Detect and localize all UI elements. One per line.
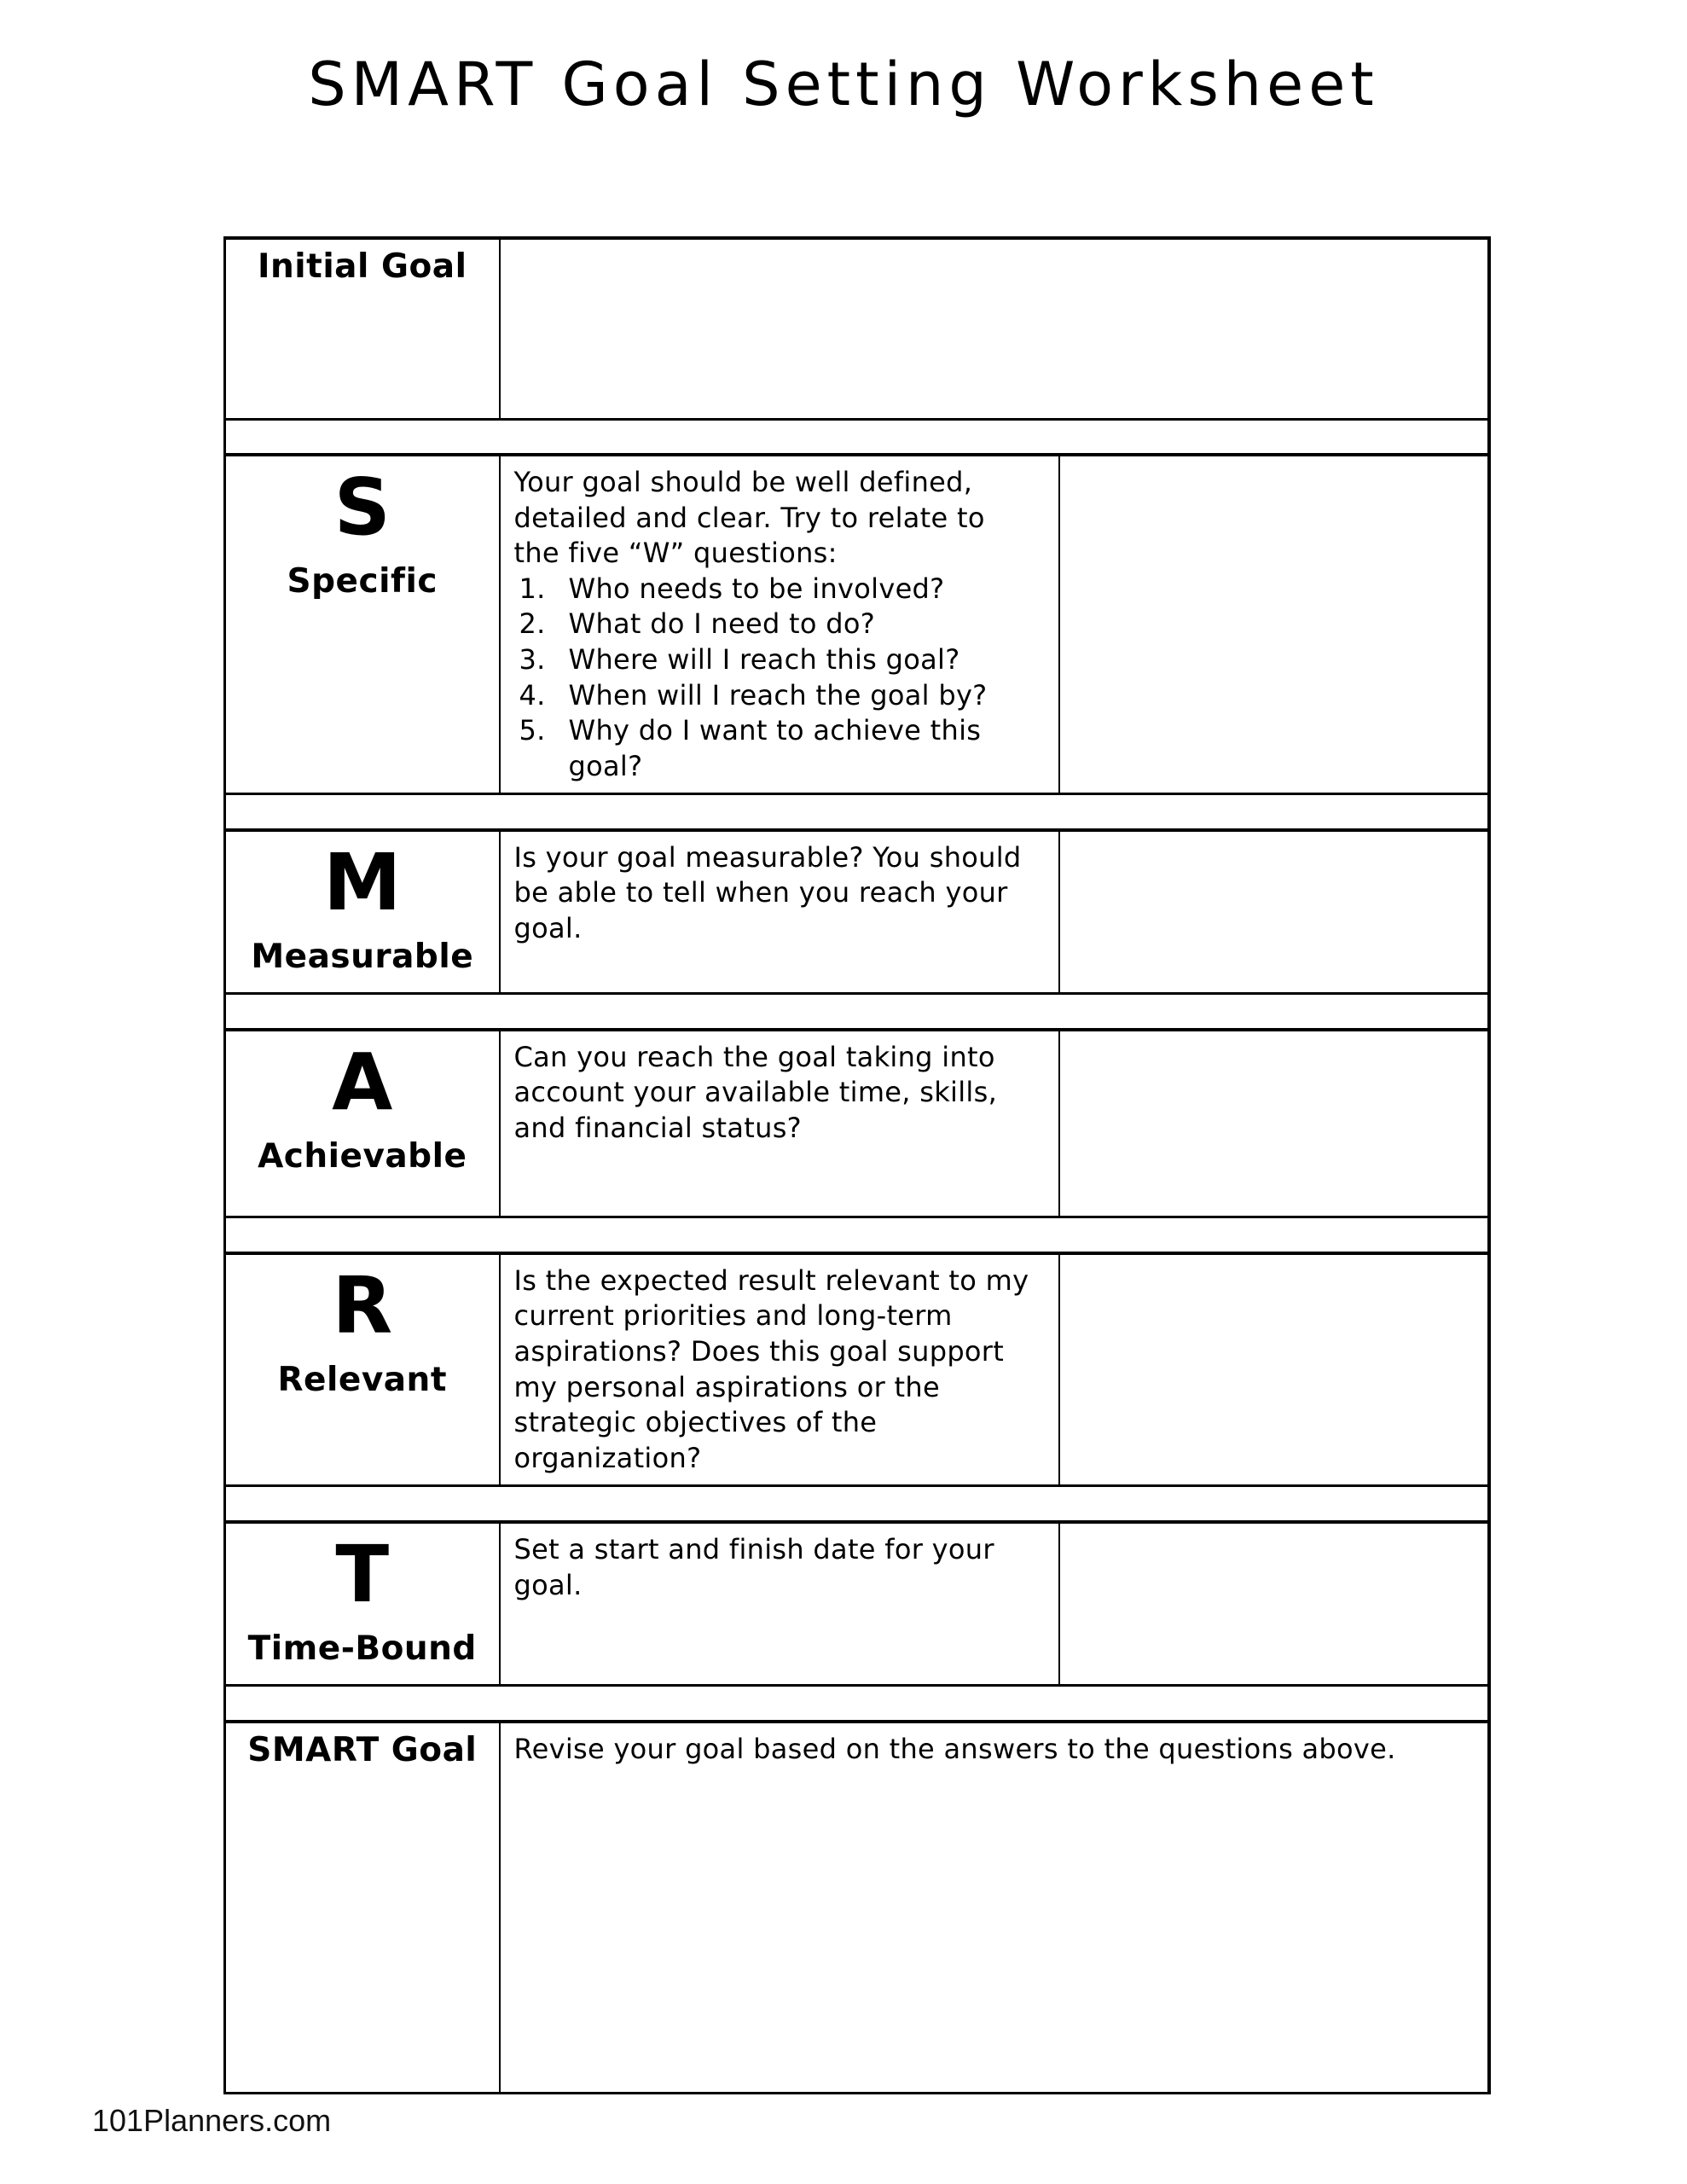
time-bound-label: Time-Bound: [247, 1629, 477, 1668]
spacer-row: [225, 1486, 1489, 1522]
achievable-label: Achievable: [258, 1136, 467, 1176]
time-bound-letter-cell: [225, 1522, 500, 1686]
relevant-label: Relevant: [277, 1360, 447, 1399]
question-item-2: [514, 607, 1040, 642]
smart-goal-instruction: Revise your goal based on the answers to the questions above.: [513, 1732, 1396, 1765]
specific-description-cell: [500, 455, 1059, 794]
achievable-description-cell: [500, 1030, 1059, 1217]
achievable-row: [225, 1030, 1489, 1217]
measurable-input-cell[interactable]: [1059, 830, 1489, 994]
initial-goal-row: [225, 238, 1489, 419]
question-text-1: Who needs to be involved?: [568, 572, 945, 605]
achievable-description: Can you reach the goal taking into account your available time, skills, and financial status?: [513, 1040, 998, 1145]
measurable-description-cell: [500, 830, 1059, 994]
question-text-5: Why do I want to achieve this goal?: [568, 714, 982, 782]
letter-a: A: [332, 1036, 393, 1128]
question-item-3: [514, 642, 1040, 678]
question-item-1: [514, 572, 1040, 607]
specific-letter-cell: [225, 455, 500, 794]
question-item-4: [514, 678, 1040, 714]
spacer-cell: [225, 1217, 1489, 1253]
smart-goal-table: [223, 236, 1491, 2094]
relevant-description: Is the expected result relevant to my current priorities and long-term aspirations? Does this goal support my personal aspirations or the strategic objectives of the organization?: [513, 1263, 1029, 1474]
smart-goal-input-cell[interactable]: [500, 1722, 1489, 2094]
spacer-row: [225, 419, 1489, 455]
letter-r: R: [332, 1259, 393, 1351]
question-text-4: When will I reach the goal by?: [568, 678, 988, 712]
letter-t: T: [335, 1528, 390, 1620]
specific-questions-list: [514, 572, 1040, 785]
spacer-cell: [225, 1686, 1489, 1722]
question-text-3: Where will I reach this goal?: [568, 642, 960, 676]
initial-goal-label: Initial Goal: [225, 238, 500, 419]
footer-site-name: 101Planners.com: [92, 2103, 332, 2138]
spacer-row: [225, 1686, 1489, 1722]
measurable-row: [225, 830, 1489, 994]
time-bound-description: Set a start and finish date for your goal.: [513, 1532, 994, 1601]
spacer-cell: [225, 1486, 1489, 1522]
achievable-input-cell[interactable]: [1059, 1030, 1489, 1217]
spacer-row: [225, 1217, 1489, 1253]
relevant-letter-cell: [225, 1253, 500, 1486]
question-text-2: What do I need to do?: [568, 607, 876, 641]
question-item-5: [514, 713, 1040, 784]
time-bound-description-cell: [500, 1522, 1059, 1686]
specific-input-cell[interactable]: [1059, 455, 1489, 794]
relevant-row: [225, 1253, 1489, 1486]
spacer-cell: [225, 794, 1489, 830]
initial-goal-input-cell[interactable]: [500, 238, 1489, 419]
spacer-cell: [225, 994, 1489, 1030]
measurable-description: Is your goal measurable? You should be able to tell when you reach your goal.: [513, 840, 1022, 945]
spacer-row: [225, 794, 1489, 830]
smart-goal-label: SMART Goal: [225, 1722, 500, 2094]
spacer-row: [225, 994, 1489, 1030]
page-title: SMART Goal Setting Worksheet: [308, 49, 1379, 119]
relevant-description-cell: [500, 1253, 1059, 1486]
specific-row: [225, 455, 1489, 794]
relevant-input-cell[interactable]: [1059, 1253, 1489, 1486]
achievable-letter-cell: [225, 1030, 500, 1217]
letter-m: M: [322, 836, 402, 928]
measurable-letter-cell: [225, 830, 500, 994]
time-bound-input-cell[interactable]: [1059, 1522, 1489, 1686]
specific-label: Specific: [287, 562, 438, 601]
spacer-cell: [225, 419, 1489, 455]
time-bound-row: [225, 1522, 1489, 1686]
letter-s: S: [333, 462, 391, 553]
smart-goal-row: [225, 1722, 1489, 2094]
measurable-label: Measurable: [251, 937, 474, 976]
specific-description: Your goal should be well defined, detailed and clear. Try to relate to the five “W” questions:: [513, 466, 985, 570]
